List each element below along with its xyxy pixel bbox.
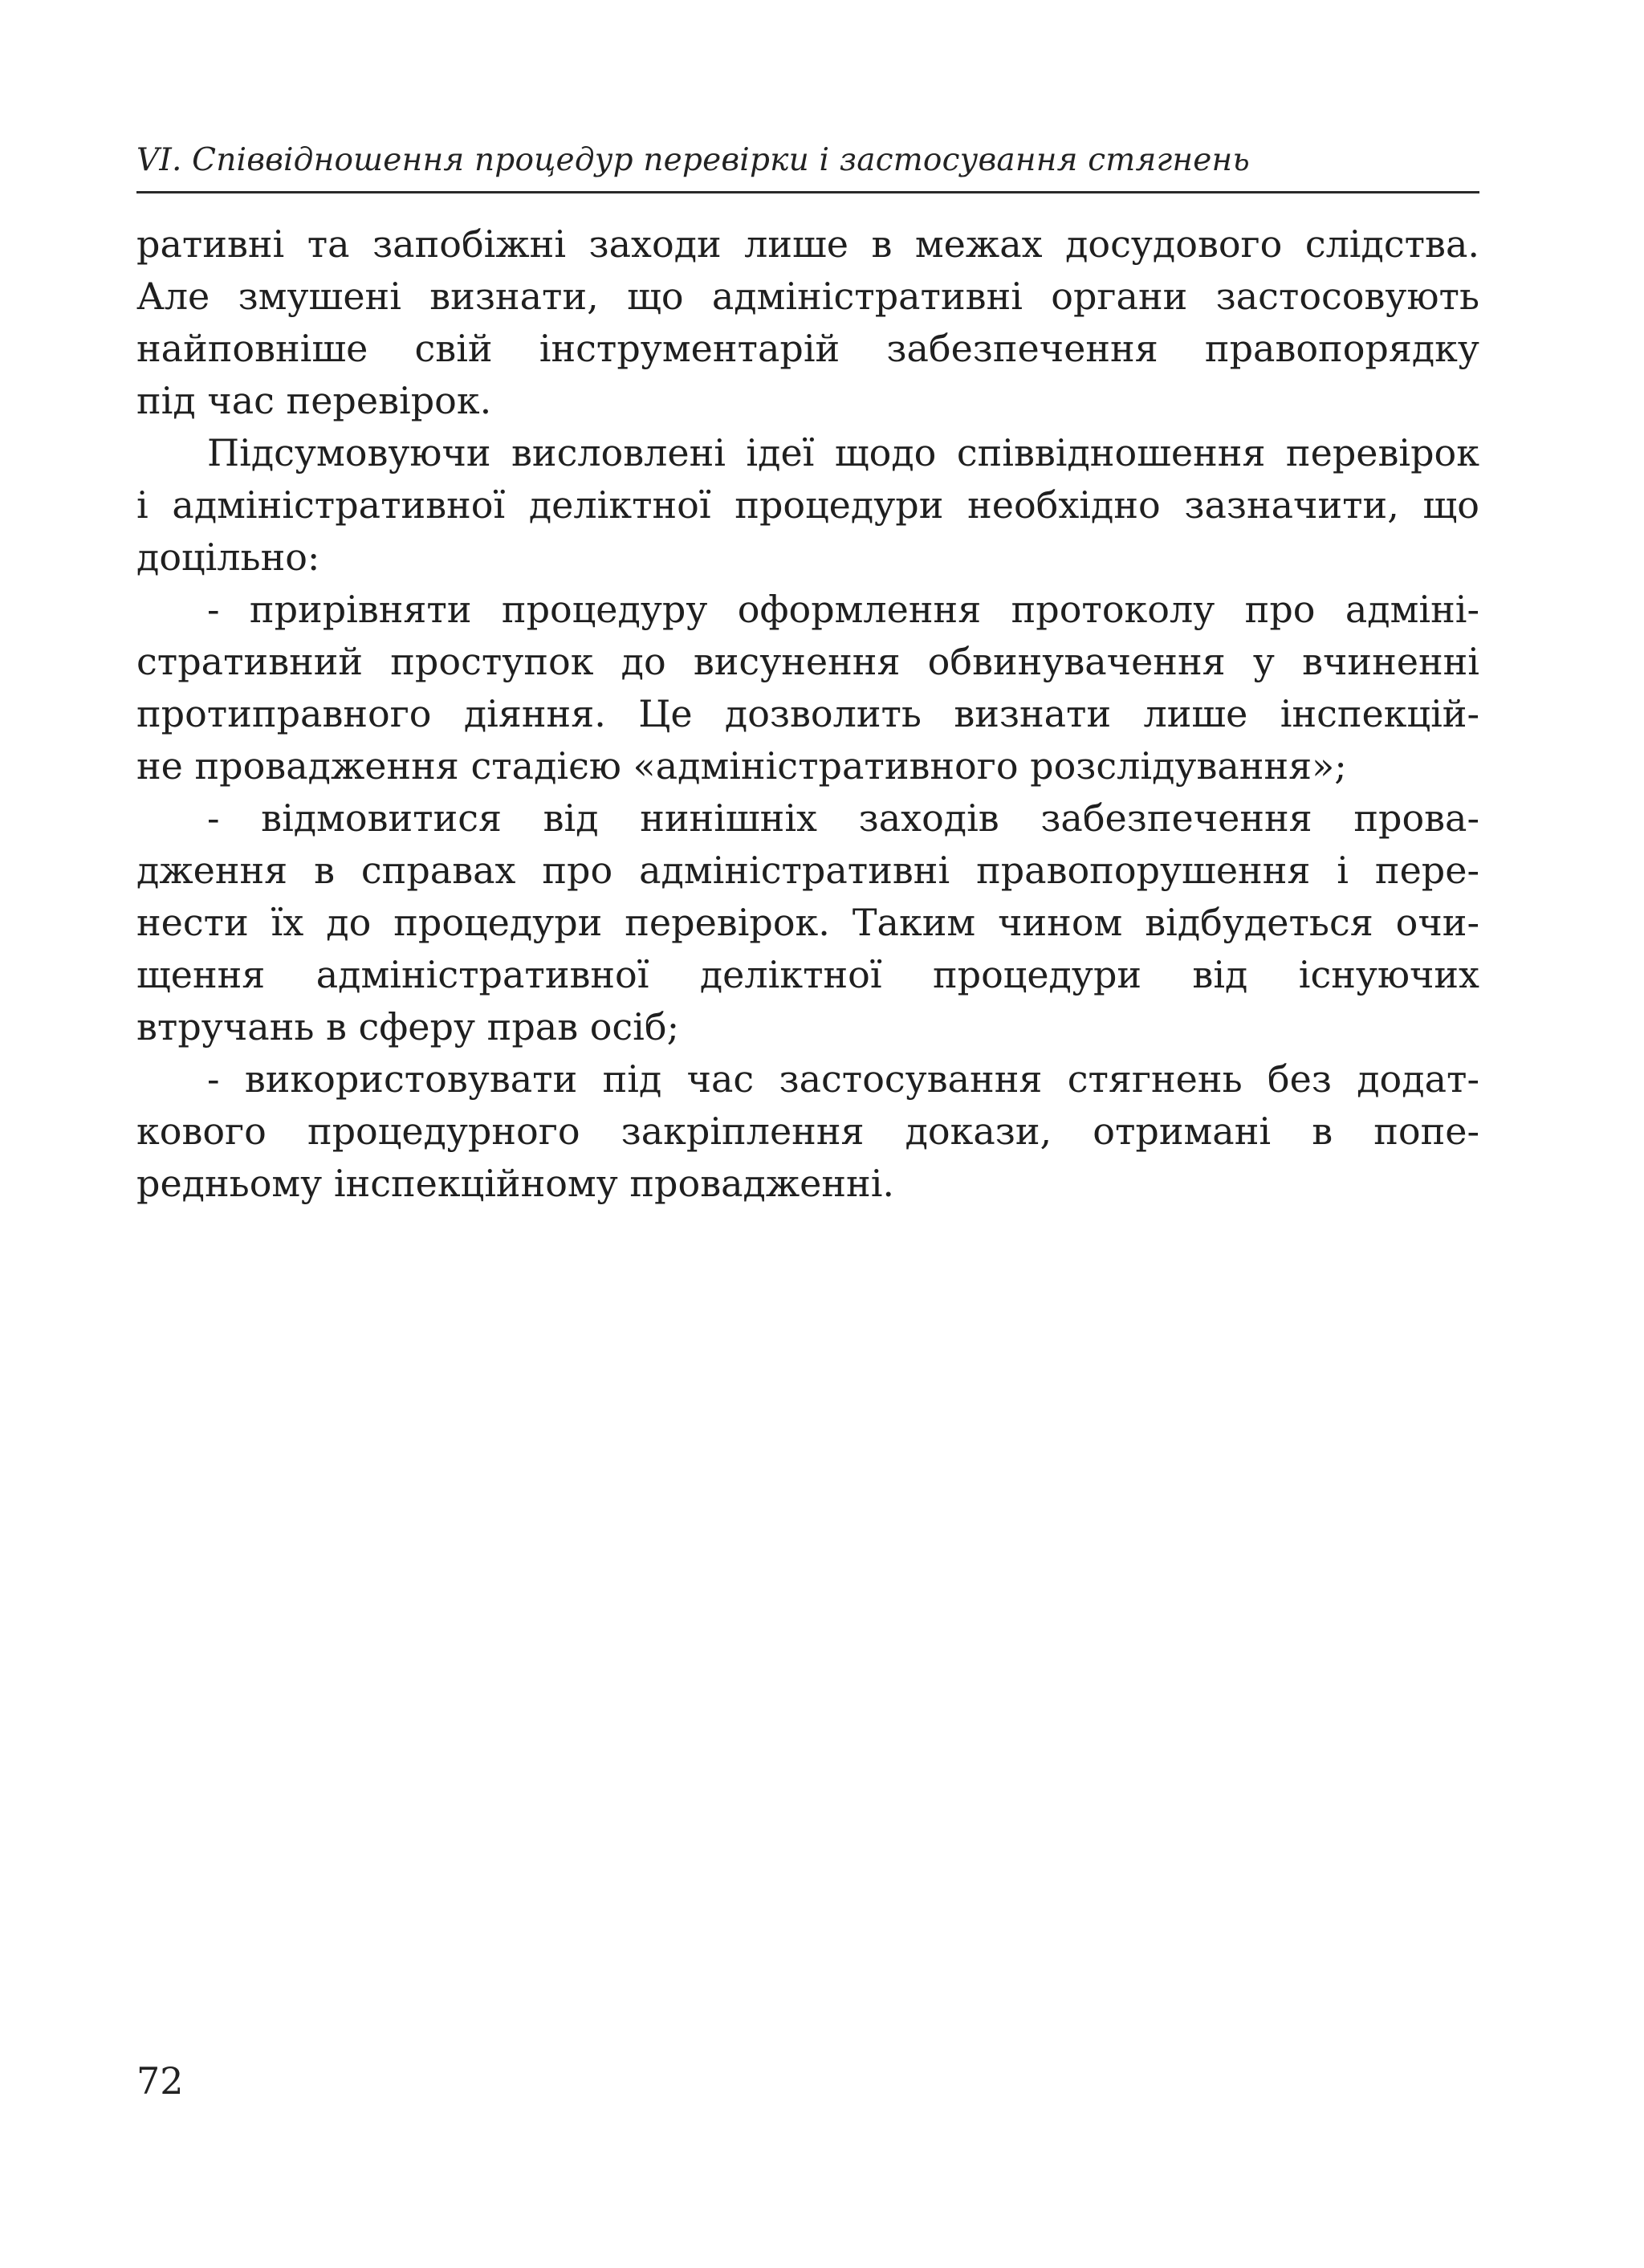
text-line: протиправного діяння. Це дозволить визнати лише інспекцій- [136, 692, 1479, 735]
text-line: кового процедурного закріплення докази, отримані в попе- [136, 1110, 1479, 1153]
text-line: Але змушені визнати, що адміністративні органи застосовують [136, 275, 1479, 318]
list-item-line: - використовувати під час застосування стягнень без додат- [207, 1057, 1479, 1101]
text-line: найповніше свій інструментарій забезпечення правопорядку [136, 327, 1479, 370]
list-item-line: - прирівняти процедуру оформлення протоколу про адміні- [207, 588, 1479, 631]
text-line: дження в справах про адміністративні правопорушення і пере- [136, 849, 1479, 892]
text-line: редньому інспекційному провадженні. [136, 1162, 895, 1205]
text-line: щення адміністративної деліктної процедури від існуючих [136, 953, 1479, 996]
text-line: нести їх до процедури перевірок. Таким чином відбудеться очи- [136, 901, 1479, 944]
text-line: Підсумовуючи висловлені ідеї щодо співвідношення перевірок [207, 431, 1479, 474]
text-line: стративний проступок до висунення обвинувачення у вчиненні [136, 640, 1479, 683]
text-line: і адміністративної деліктної процедури необхідно зазначити, що [136, 483, 1479, 527]
text-line: не провадження стадією «адміністративного розслідування»; [136, 744, 1347, 788]
header-rule [136, 191, 1479, 193]
running-header-title: VI. Співвідношення процедур перевірки і застосування стягнень [136, 142, 1250, 178]
list-item-line: - відмовитися від нинішніх заходів забезпечення прова- [207, 796, 1479, 840]
text-line: під час перевірок. [136, 379, 492, 422]
text-line: ративні та запобіжні заходи лише в межах досудового слідства. [136, 222, 1479, 266]
body-text [136, 218, 1479, 1210]
page-number: 72 [136, 2059, 184, 2103]
text-line: доцільно: [136, 535, 320, 579]
text-line: втручань в сферу прав осіб; [136, 1005, 680, 1048]
